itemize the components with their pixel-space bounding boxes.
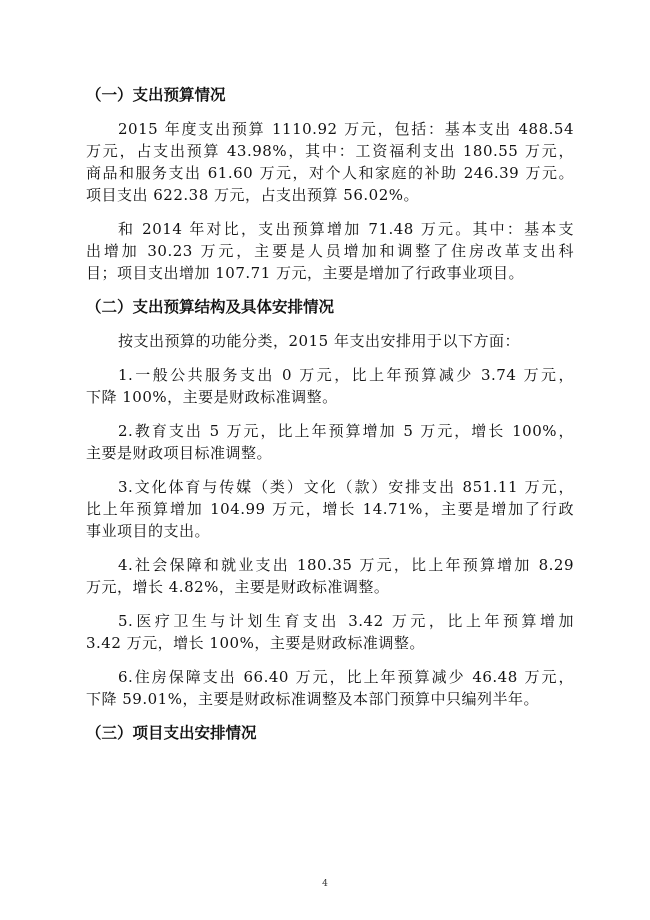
text-line: 下降 59.01%，主要是财政标准调整及本部门预算中只编列半年。 xyxy=(86,690,539,708)
text-line: 5.医疗卫生与计划生育支出 3.42 万元，比上年预算增加 xyxy=(118,612,574,630)
paragraph xyxy=(86,218,574,284)
paragraph xyxy=(86,610,574,654)
text-line: 目；项目支出增加 107.71 万元，主要是增加了行政事业项目。 xyxy=(86,264,525,282)
text-line: 主要是财政项目标准调整。 xyxy=(86,444,273,462)
paragraph xyxy=(86,666,574,710)
text-line: 事业项目的支出。 xyxy=(86,522,211,540)
text-line: 项目支出 622.38 万元，占支出预算 56.02%。 xyxy=(86,186,419,204)
text-line: 出增加 30.23 万元，主要是人员增加和调整了住房改革支出科 xyxy=(86,242,574,260)
text-line: 2.教育支出 5 万元，比上年预算增加 5 万元，增长 100%， xyxy=(118,422,574,440)
text-line: 3.文化体育与传媒（类）文化（款）安排支出 851.11 万元， xyxy=(118,478,574,496)
paragraph xyxy=(86,420,574,464)
text-line: 6.住房保障支出 66.40 万元，比上年预算减少 46.48 万元， xyxy=(118,668,574,686)
text-line: 商品和服务支出 61.60 万元，对个人和家庭的补助 246.39 万元。 xyxy=(86,164,574,182)
text-line: 比上年预算增加 104.99 万元，增长 14.71%，主要是增加了行政 xyxy=(86,500,574,518)
paragraph xyxy=(86,476,574,542)
page-number: 4 xyxy=(322,879,328,889)
text-line: 按支出预算的功能分类，2015 年支出安排用于以下方面： xyxy=(118,332,520,350)
section-heading: （二）支出预算结构及具体安排情况 xyxy=(86,298,335,316)
text-line: 4.社会保障和就业支出 180.35 万元，比上年预算增加 8.29 xyxy=(118,556,574,574)
paragraph xyxy=(86,554,574,598)
text-line: 1.一般公共服务支出 0 万元，比上年预算减少 3.74 万元， xyxy=(118,366,574,384)
paragraph xyxy=(86,330,574,352)
text-line: 和 2014 年对比，支出预算增加 71.48 万元。其中：基本支 xyxy=(118,220,574,238)
text-line: 万元，增长 4.82%，主要是财政标准调整。 xyxy=(86,578,390,596)
paragraph xyxy=(86,118,574,206)
text-line: 3.42 万元，增长 100%，主要是财政标准调整。 xyxy=(86,634,425,652)
section-heading: （三）项目支出安排情况 xyxy=(86,724,257,742)
text-line: 2015 年度支出预算 1110.92 万元，包括：基本支出 488.54 xyxy=(118,120,574,138)
paragraph xyxy=(86,364,574,408)
section-heading: （一）支出预算情况 xyxy=(86,86,226,104)
text-line: 万元，占支出预算 43.98%，其中：工资福利支出 180.55 万元， xyxy=(86,142,574,160)
document-body xyxy=(86,84,574,756)
text-line: 下降 100%，主要是财政标准调整。 xyxy=(86,388,338,406)
